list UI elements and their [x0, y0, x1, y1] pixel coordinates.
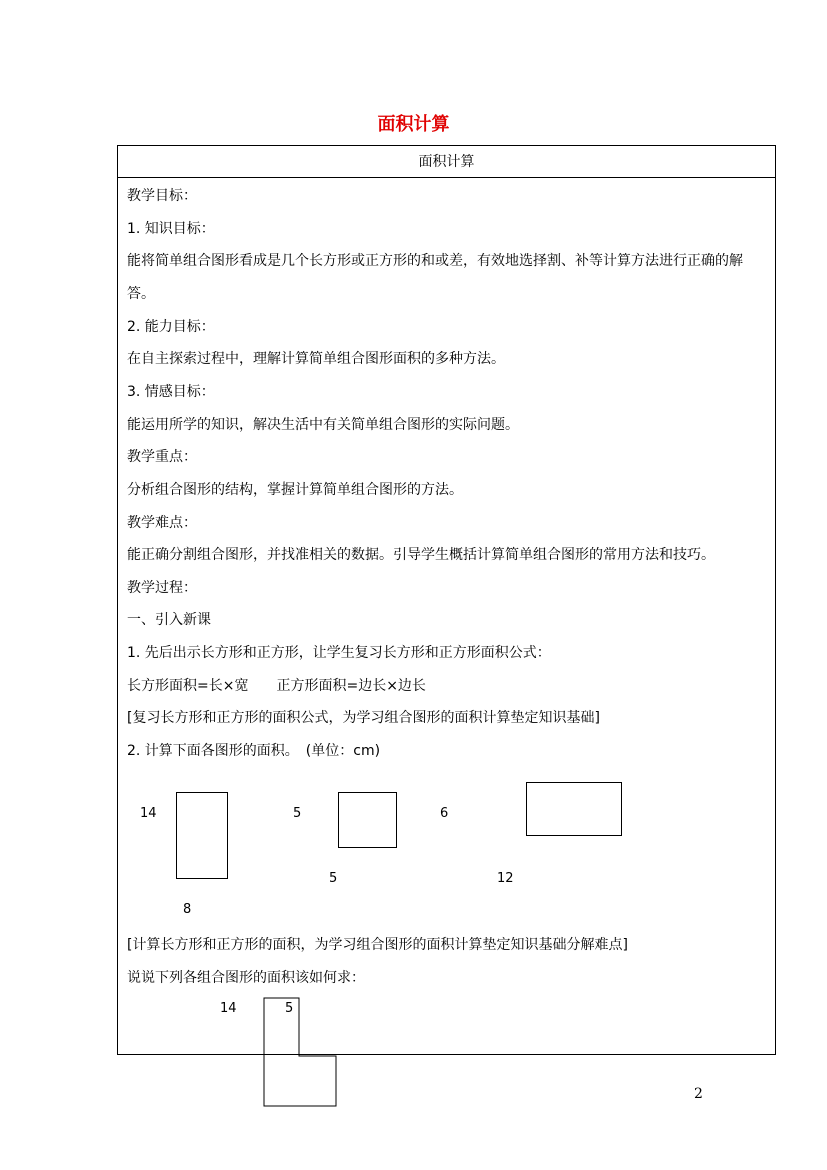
- line-key-points-heading: 教学重点：: [127, 449, 197, 465]
- line-composite-question: 说说下列各组合图形的面积该如何求：: [127, 970, 365, 986]
- rect1-shape: [176, 792, 228, 879]
- line-knowledge-text: 能将简单组合图形看成是几个长方形或正方形的和或差，有效地选择割、补等计算方法进行正确的解: [127, 253, 743, 269]
- line-step-one: 1. 先后出示长方形和正方形，让学生复习长方形和正方形面积公式：: [127, 645, 551, 661]
- square-width-label: 5: [329, 871, 338, 886]
- rect2-width-label: 12: [497, 871, 514, 886]
- page-title: 面积计算: [377, 114, 450, 135]
- line-emotion-text: 能运用所学的知识，解决生活中有关简单组合图形的实际问题。: [127, 417, 519, 433]
- rect2-height-label: 6: [440, 806, 449, 821]
- line-process-heading: 教学过程：: [127, 580, 197, 596]
- rect1-width-label: 8: [183, 902, 192, 917]
- line-key-points-text: 分析组合图形的结构，掌握计算简单组合图形的方法。: [127, 482, 463, 498]
- line-calc-note: [计算长方形和正方形的面积，为学习组合图形的面积计算垫定知识基础分解难点]: [127, 937, 628, 953]
- line-ability-goal: 2. 能力目标：: [127, 319, 215, 335]
- line-objectives-heading: 教学目标：: [127, 188, 197, 204]
- lesson-table: [117, 145, 776, 1055]
- rect1-height-label: 14: [140, 806, 157, 821]
- square-height-label: 5: [293, 806, 302, 821]
- line-difficulties-heading: 教学难点：: [127, 515, 197, 531]
- line-step-two: 2. 计算下面各图形的面积。 (单位：cm): [127, 743, 381, 759]
- line-review-note: [复习长方形和正方形的面积公式，为学习组合图形的面积计算垫定知识基础]: [127, 710, 600, 726]
- page-number: 2: [694, 1086, 703, 1102]
- composite-figure: [260, 995, 340, 1110]
- line-knowledge-goal: 1. 知识目标：: [127, 221, 215, 237]
- line-ability-text: 在自主探索过程中，理解计算简单组合图形面积的多种方法。: [127, 351, 505, 367]
- square-shape: [338, 792, 397, 848]
- table-header: 面积计算: [118, 146, 775, 178]
- line-knowledge-text-cont: 答。: [127, 286, 155, 302]
- line-emotion-goal: 3. 情感目标：: [127, 384, 215, 400]
- line-difficulties-text: 能正确分割组合图形，并找准相关的数据。引导学生概括计算简单组合图形的常用方法和技巧。: [127, 547, 715, 563]
- rect2-shape: [526, 782, 622, 836]
- composite-left-label: 14: [220, 1001, 237, 1016]
- line-section-one: 一、引入新课: [127, 612, 211, 628]
- line-formulas: 长方形面积=长×宽 正方形面积=边长×边长: [127, 678, 426, 694]
- composite-top-label: 5: [285, 1001, 294, 1016]
